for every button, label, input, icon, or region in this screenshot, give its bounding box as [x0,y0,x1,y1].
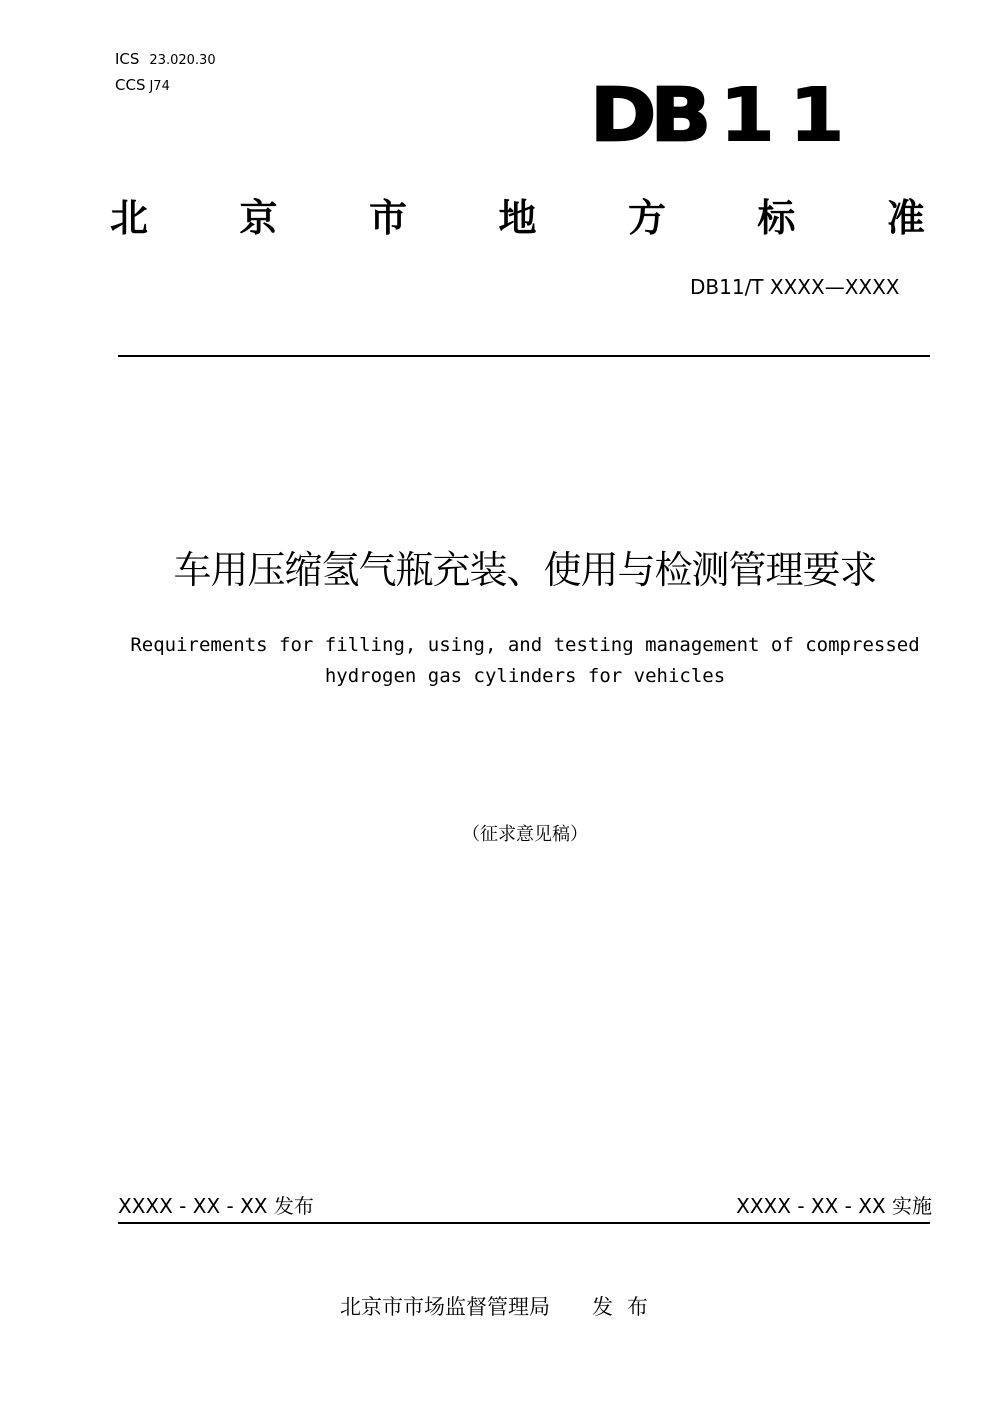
document-title-en [90,630,960,692]
standard-type-char: 市 [368,196,407,240]
standard-type-char: 准 [886,196,925,240]
db11-logo [590,72,859,159]
ics-classification [115,50,216,70]
logo-prefix: DB [590,72,706,159]
implementation-date: XXXX - XX - XX 实施 [736,1194,932,1218]
standard-type-char: 标 [757,196,796,240]
logo-number: 11 [719,72,859,159]
issue-date: XXXX - XX - XX 发布 [118,1194,314,1218]
ccs-label: CCS [115,76,146,94]
draft-status-label: （征求意见稿） [462,824,588,845]
ccs-value: J74 [149,79,170,94]
standard-type-char: 地 [498,196,537,240]
bottom-divider [118,1222,930,1224]
standard-type-char: 京 [239,196,278,240]
publisher-action: 发布 [592,1295,662,1319]
standard-type-heading [110,194,925,242]
publisher-line [340,1292,662,1322]
standard-type-char: 方 [627,196,666,240]
title-en-line-2: hydrogen gas cylinders for vehicles [324,665,726,687]
top-divider [118,355,930,357]
standard-number: DB11/T XXXX—XXXX [690,275,900,299]
standard-type-char: 北 [110,196,149,240]
title-en-line-1: Requirements for filling, using, and testing management of compressed [130,634,920,656]
ccs-classification [115,76,170,96]
document-title-zh: 车用压缩氢气瓶充装、使用与检测管理要求 [173,548,877,592]
publisher-name: 北京市市场监督管理局 [340,1295,550,1319]
ics-value: 23.020.30 [149,53,216,68]
ics-label: ICS [115,50,140,68]
